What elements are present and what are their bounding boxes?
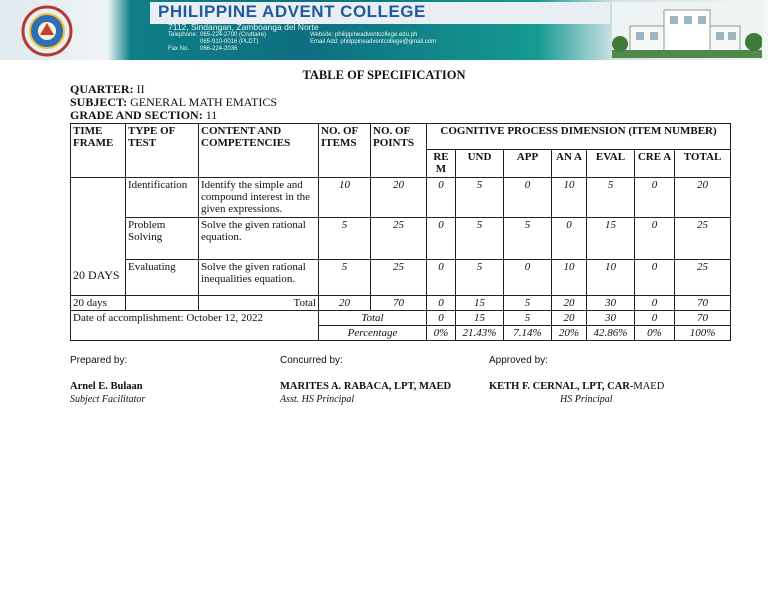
grade-value: 11 xyxy=(205,108,218,122)
summary-ana-cell: 20 xyxy=(552,311,587,326)
crea-cell: 0 xyxy=(635,218,675,260)
table-row xyxy=(71,218,731,260)
percentage-crea-cell: 0% xyxy=(635,326,675,341)
concurred-by-role: Asst. HS Principal xyxy=(280,394,355,405)
total-cell: 20 xyxy=(675,178,731,218)
header-ana: AN A xyxy=(552,150,587,178)
eval-cell: 5 xyxy=(587,178,635,218)
crea-cell: 0 xyxy=(635,260,675,296)
header-time-frame: TIME FRAME xyxy=(71,124,126,178)
points-cell: 25 xyxy=(371,260,427,296)
und-cell: 5 xyxy=(456,178,504,218)
app-cell: 0 xyxy=(504,260,552,296)
summary-app-cell: 5 xyxy=(504,311,552,326)
type-cell: Identification xyxy=(126,178,199,218)
header-content: CONTENT AND COMPETENCIES xyxy=(199,124,319,178)
app-cell: 0 xyxy=(504,178,552,218)
quarter-label: QUARTER: xyxy=(70,82,134,96)
total-row xyxy=(71,296,731,311)
header-und: UND xyxy=(456,150,504,178)
ana-cell: 10 xyxy=(552,178,587,218)
total-items-cell: 20 xyxy=(319,296,371,311)
points-cell: 20 xyxy=(371,178,427,218)
header-crea: CRE A xyxy=(635,150,675,178)
rem-cell: 0 xyxy=(427,218,456,260)
approved-name-main: KETH F. CERNAL, LPT, CAR- xyxy=(489,381,634,392)
header-no-items: NO. OF ITEMS xyxy=(319,124,371,178)
fax-number: 066-224-2036 xyxy=(200,46,238,52)
percentage-eval-cell: 42.86% xyxy=(587,326,635,341)
concurred-by-label: Concurred by: xyxy=(280,355,343,366)
summary-und-cell: 15 xyxy=(456,311,504,326)
telephone-2: 065-910-0016 (PLDT) xyxy=(200,39,259,45)
header-cognitive: COGNITIVE PROCESS DIMENSION (ITEM NUMBER) xyxy=(427,124,731,150)
items-cell: 5 xyxy=(319,260,371,296)
summary-crea-cell: 0 xyxy=(635,311,675,326)
approved-by-name xyxy=(489,381,664,392)
total-eval-cell: 30 xyxy=(587,296,635,311)
total-total-cell: 70 xyxy=(675,296,731,311)
concurred-by-name: MARITES A. RABACA, LPT, MAED xyxy=(280,381,452,392)
ana-cell: 10 xyxy=(552,260,587,296)
table-row xyxy=(71,178,731,218)
points-cell: 25 xyxy=(371,218,427,260)
total-rem-cell: 0 xyxy=(427,296,456,311)
content-cell: Solve the given rational equation. xyxy=(199,218,319,260)
grade-line xyxy=(70,109,217,122)
total-und-cell: 15 xyxy=(456,296,504,311)
items-cell: 10 xyxy=(319,178,371,218)
school-address: 7112, Sindangan, Zamboanga del Norte xyxy=(168,22,319,32)
total-cell: 25 xyxy=(675,260,731,296)
empty-cell xyxy=(126,296,199,311)
accomplishment-cell: Date of accomplishment: October 12, 2022 xyxy=(71,311,319,341)
percentage-ana-cell: 20% xyxy=(552,326,587,341)
percentage-app-cell: 7.14% xyxy=(504,326,552,341)
approved-by-role: HS Principal xyxy=(560,394,613,405)
percentage-und-cell: 21.43% xyxy=(456,326,504,341)
content-cell: Solve the given rational inequalities equation. xyxy=(199,260,319,296)
items-cell: 5 xyxy=(319,218,371,260)
subject-value: GENERAL MATH EMATICS xyxy=(130,95,278,109)
approved-name-suffix: MAED xyxy=(633,381,665,392)
website: Website: philippineadventcollege.edu.ph xyxy=(310,32,418,38)
header-type-of-test: TYPE OF TEST xyxy=(126,124,199,178)
und-cell: 5 xyxy=(456,260,504,296)
table-row xyxy=(71,260,731,296)
total-points-cell: 70 xyxy=(371,296,427,311)
telephone-1: 065-224-2700 (Cruttaire) xyxy=(200,32,267,38)
percentage-total-cell: 100% xyxy=(675,326,731,341)
crea-cell: 0 xyxy=(635,178,675,218)
eval-cell: 15 xyxy=(587,218,635,260)
specification-table xyxy=(70,123,731,341)
total-ana-cell: 20 xyxy=(552,296,587,311)
grade-label: GRADE AND SECTION: xyxy=(70,108,203,122)
app-cell: 5 xyxy=(504,218,552,260)
type-cell: Problem Solving xyxy=(126,218,199,260)
eval-cell: 10 xyxy=(587,260,635,296)
und-cell: 5 xyxy=(456,218,504,260)
rem-cell: 0 xyxy=(427,178,456,218)
header-no-points: NO. OF POINTS xyxy=(371,124,427,178)
total-crea-cell: 0 xyxy=(635,296,675,311)
total-time-cell: 20 days xyxy=(71,296,126,311)
school-name: PHILIPPINE ADVENT COLLEGE xyxy=(158,2,426,21)
header-row-1 xyxy=(71,124,731,150)
header-app: APP xyxy=(504,150,552,178)
summary-rem-cell: 0 xyxy=(427,311,456,326)
total-app-cell: 5 xyxy=(504,296,552,311)
total-label-cell: Total xyxy=(199,296,319,311)
prepared-by-name: Arnel E. Bulaan xyxy=(70,381,143,392)
content-cell: Identify the simple and compound interest in the given expressions. xyxy=(199,178,319,218)
percentage-rem-cell: 0% xyxy=(427,326,456,341)
ana-cell: 0 xyxy=(552,218,587,260)
rem-cell: 0 xyxy=(427,260,456,296)
subject-label: SUBJECT: xyxy=(70,95,128,109)
header-banner xyxy=(0,0,768,60)
summary-eval-cell: 30 xyxy=(587,311,635,326)
time-frame-cell: 20 DAYS xyxy=(71,178,126,296)
school-seal-logo xyxy=(18,5,76,57)
percentage-label: Percentage xyxy=(319,326,427,341)
email: Email Add: philippineadventcollege@gmail.com xyxy=(310,39,437,45)
prepared-by-label: Prepared by: xyxy=(70,355,128,366)
approved-by-label: Approved by: xyxy=(489,355,548,366)
header-rem: RE M xyxy=(427,150,456,178)
campus-building-image xyxy=(612,2,762,58)
type-cell: Evaluating xyxy=(126,260,199,296)
summary-total-cell: 70 xyxy=(675,311,731,326)
summary-total-row xyxy=(71,311,731,326)
header-eval: EVAL xyxy=(587,150,635,178)
quarter-value: II xyxy=(136,82,145,96)
total-cell: 25 xyxy=(675,218,731,260)
header-total: TOTAL xyxy=(675,150,731,178)
fax-label: Fax No. xyxy=(168,46,190,52)
telephone-label: Telephone: xyxy=(168,32,198,38)
summary-total-label: Total xyxy=(319,311,427,326)
prepared-by-role: Subject Facilitator xyxy=(70,394,146,405)
document-title: TABLE OF SPECIFICATION xyxy=(302,68,466,82)
